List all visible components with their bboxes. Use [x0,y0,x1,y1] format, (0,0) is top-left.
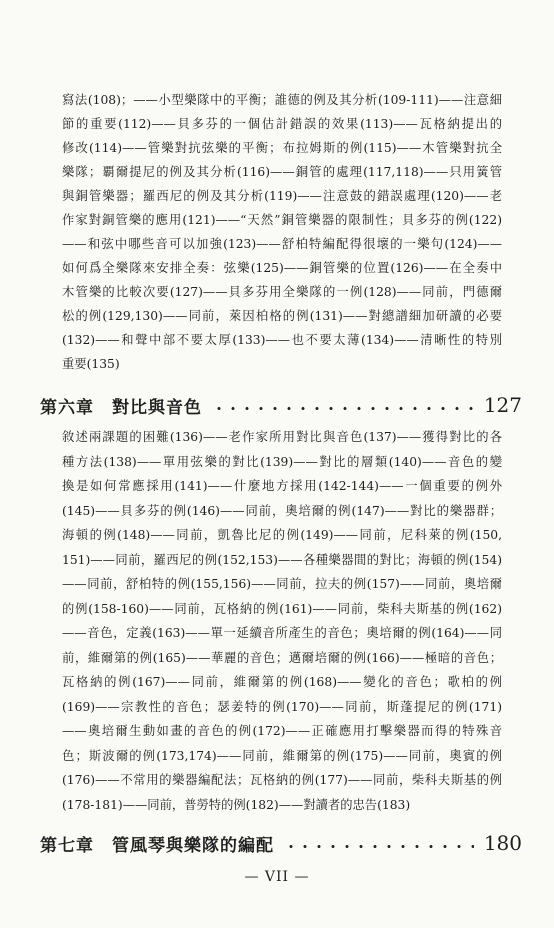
toc-line: 的例(158-160)——同前，瓦格納的例(161)——同前，柴科夫斯基的例(162) [62,601,502,616]
toc-line: 與銅管樂器；羅西尼的例及其分析(119)——注意鼓的錯誤處理(120)——老 [62,189,502,203]
toc-line: 敘述兩課題的困難(136)——老作家所用對比與音色(137)——獲得對比的各 [62,430,502,444]
toc-line: 瓦格納的例(167)——同前，維爾第的例(168)——變化的音色；歌柏的例 [62,675,502,689]
toc-line: 木管樂的比較次要(127)——貝多芬用全樂隊的一例(128)——同前，門德爾 [62,285,502,299]
toc-line: ——和弦中哪些音可以加強(123)——舒柏特編配得很壞的一樂句(124)—— [62,237,502,251]
toc-line: 重要(135) [62,357,120,371]
toc-entries-chapter-6 [62,425,502,817]
toc-line: ——奧培爾生動如畫的音色的例(172)——正確應用打擊樂器而得的特殊音 [62,724,502,738]
toc-line: ——同前，舒柏特的例(155,156)——同前，拉夫的例(157)——同前，奧培爾 [62,577,502,591]
toc-line: 作家對銅管樂的應用(121)——“天然”銅管樂器的限制性；貝多芬的例(122) [62,213,502,227]
toc-line: 前，維爾第的例(165)——華麗的音色；邁爾培爾的例(166)——極暗的音色； [62,650,502,665]
toc-line: (169)——宗教性的音色；瑟姜特的例(170)——同前，斯蓬提尼的例(171) [62,699,502,714]
toc-line: 海頓的例(148)——同前，凱魯比尼的例(149)——同前，尼科萊的例(150, [62,528,502,542]
toc-line: (178-181)——同前，普勞特的例(182)——對讀者的忠告(183) [62,797,411,812]
chapter-page-number: 127 [483,393,522,417]
toc-line: (176)——不常用的樂器編配法；瓦格納的例(177)——同前，柴科夫斯基的例 [62,773,502,787]
chapter-title: 第七章 管風琴與樂隊的編配 [40,835,274,856]
chapter-heading-7 [40,828,522,858]
toc-line: 樂隊；覇爾提尼的例及其分析(116)——銅管的處理(117,118)——只用簧管 [62,165,502,179]
toc-line: 松的例(129,130)——同前，萊因柏格的例(131)——對總譜細加研讀的必要 [62,309,502,323]
dot-leader [284,844,474,849]
toc-line: 換是如何常應採用(141)——什麼地方採用(142-144)——一個重要的例外 [62,479,502,493]
toc-line: 色；斯波爾的例(173,174)——同前，維爾第的例(175)——同前，奧賓的例 [62,748,502,763]
dot-leader [212,406,474,411]
toc-line: 修改(114)——管樂對抗弦樂的平衡；布拉姆斯的例(115)——木管樂對抗全 [62,141,502,155]
toc-entries-chapter-5-continued [62,88,502,376]
toc-line: 節的重要(112)——貝多芬的一個估計錯誤的效果(113)——瓦格納提出的 [62,117,502,131]
chapter-heading-6 [40,390,522,420]
toc-line: (145)——貝多芬的例(146)——同前，奧培爾的例(147)——對比的樂器群； [62,503,502,518]
page-folio: — VII — [244,869,310,885]
toc-line: 寫法(108)；——小型樂隊中的平衡；誰德的例及其分析(109-111)——注意細 [62,93,502,107]
toc-line: 種方法(138)——單用弦樂的對比(139)——對比的層類(140)——音色的變 [62,454,502,469]
chapter-page-number: 180 [483,831,522,855]
toc-line: 如何爲全樂隊來安排全奏：弦樂(125)——銅管樂的位置(126)——在全奏中 [62,261,502,275]
chapter-title: 第六章 對比與音色 [40,397,202,418]
toc-line: (132)——和聲中部不要太厚(133)——也不要太薄(134)——清晰性的特別 [62,333,502,347]
toc-line: ——音色，定義(163)——單一延續音所產生的音色；奧培爾的例(164)——同 [62,626,502,640]
toc-line: 151)——同前，羅西尼的例(152,153)——各種樂器間的對比；海頓的例(154) [62,552,502,567]
